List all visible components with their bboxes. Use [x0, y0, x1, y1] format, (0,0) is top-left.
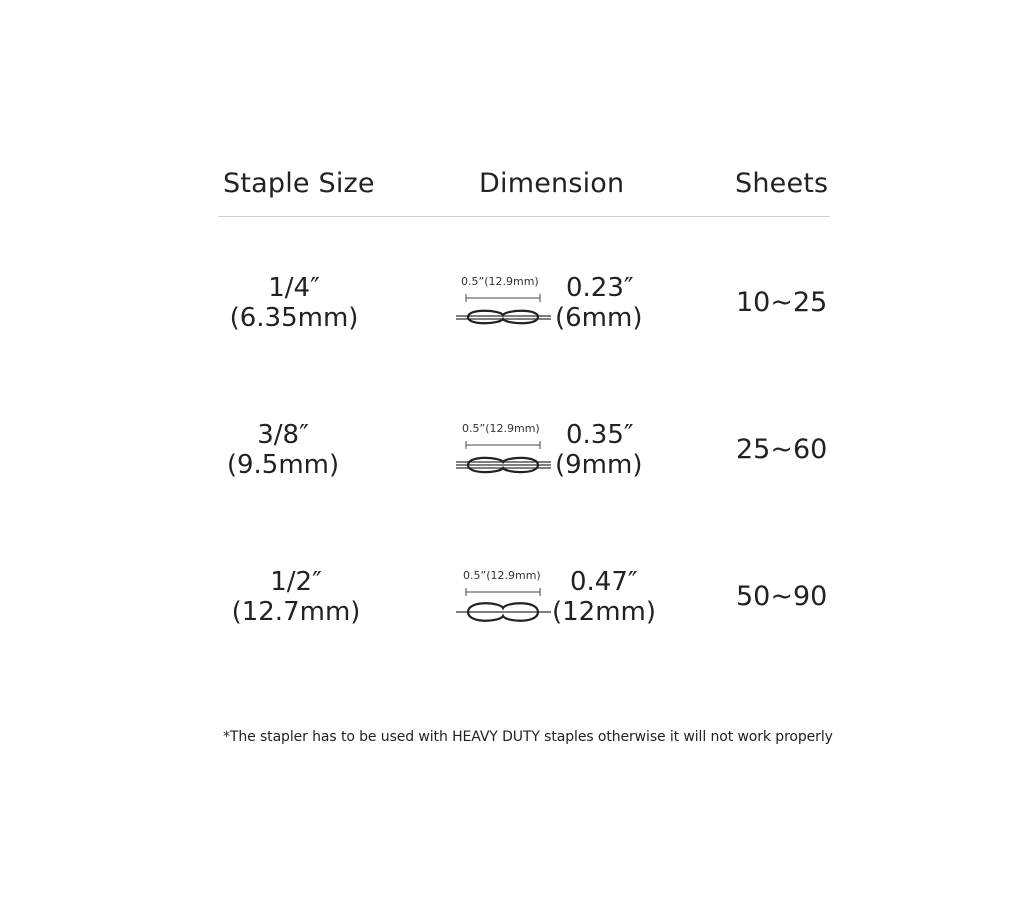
dimension-cell — [456, 567, 666, 637]
staple-size-inches: 3/8″ — [257, 420, 309, 450]
leg-length-inches: 0.47″ — [570, 567, 638, 597]
crown-width-label: 0.5”(12.9mm) — [463, 569, 541, 582]
staple-size-cell — [226, 273, 362, 333]
staple-size-inches: 1/2″ — [270, 567, 322, 597]
leg-length-mm: (12mm) — [552, 597, 657, 627]
header-staple-size: Staple Size — [223, 168, 375, 199]
crown-width-label: 0.5”(12.9mm) — [462, 422, 540, 435]
leg-length-inches: 0.35″ — [566, 420, 634, 450]
crown-width-label: 0.5”(12.9mm) — [461, 275, 539, 288]
sheet-capacity: 10~25 — [736, 287, 828, 318]
dimension-cell — [456, 420, 666, 490]
header-sheets: Sheets — [735, 168, 829, 199]
staple-spec-table — [218, 160, 830, 627]
dimension-cell — [456, 273, 666, 343]
staple-size-mm: (12.7mm) — [231, 597, 361, 627]
staple-diagram-icon — [456, 581, 566, 629]
sheet-capacity: 25~60 — [736, 434, 828, 465]
staple-size-cell — [224, 420, 342, 480]
footnote: *The stapler has to be used with HEAVY DUTY staples otherwise it will not work properly — [223, 729, 833, 745]
staple-size-inches: 1/4″ — [268, 273, 320, 303]
leg-length-mm: (6mm) — [555, 303, 643, 333]
sheet-capacity: 50~90 — [736, 581, 828, 612]
table-row — [218, 420, 830, 510]
leg-length-inches: 0.23″ — [566, 273, 634, 303]
staple-diagram-icon — [456, 434, 566, 482]
staple-size-cell — [226, 567, 366, 627]
staple-diagram-icon — [456, 287, 566, 335]
table-header — [218, 160, 830, 217]
leg-length-mm: (9mm) — [555, 450, 643, 480]
staple-size-mm: (6.35mm) — [229, 303, 359, 333]
staple-size-mm: (9.5mm) — [226, 450, 340, 480]
table-row — [218, 273, 830, 363]
table-row — [218, 567, 830, 657]
header-dimension: Dimension — [479, 168, 625, 199]
